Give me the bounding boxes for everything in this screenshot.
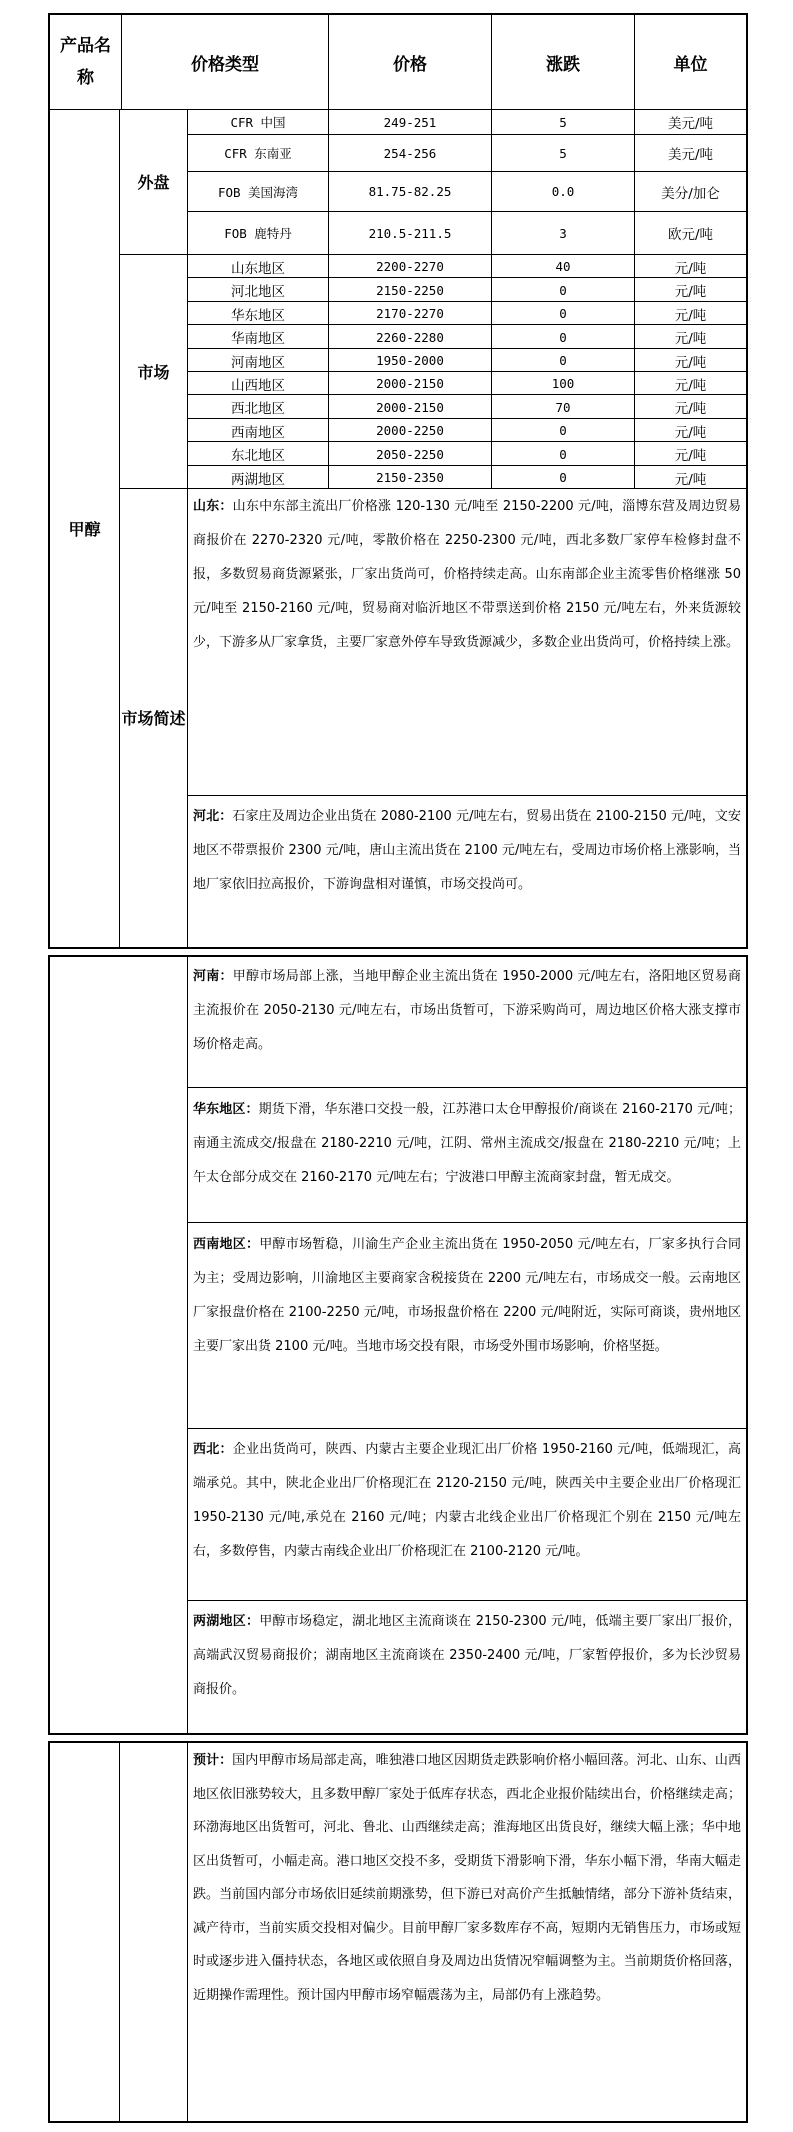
market-change-cell: 0 [559,446,567,462]
product-label: 甲醇 [68,519,101,539]
market-price-cell: 2200-2270 [376,259,444,274]
foreign-price-cell: 254-256 [383,145,437,161]
paragraph-lead: 华东地区： [193,1102,259,1117]
foreign-unit-cell: 美分/加仑 [661,185,720,202]
summary-label: 市场简述 [121,709,186,728]
market-type-cell: 河北地区 [231,284,285,300]
header-price-type: 价格类型 [191,54,259,75]
paragraph-east-china [189,1093,745,1195]
foreign-price-cell: 210.5-211.5 [368,225,452,241]
foreign-price-cell: 81.75-82.25 [368,184,452,199]
foreign-change-cell: 0.0 [551,184,575,199]
paragraph-hunan-hubei [189,1605,745,1707]
market-type-cell: 东北地区 [231,448,285,464]
market-price-cell: 1950-2000 [376,353,444,368]
paragraph-southwest [189,1228,745,1364]
market-unit-cell: 元/吨 [674,260,707,277]
paragraph-hebei [189,800,745,902]
market-type-cell: 西北地区 [231,401,285,417]
foreign-type-cell: CFR 东南亚 [224,146,292,161]
paragraph-text: 石家庄及周边企业出货在 2080-2100 元/吨左右，贸易出货在 2100-2150 元/吨，文安地区不带票报价 2300 元/吨，唐山主流出货在 2100 元/吨左右，受周边市场价格上涨影响，当地厂家依旧拉高报价，下游询盘相对谨慎，市场交投尚可。 [193,809,741,892]
market-change-cell: 0 [559,306,567,321]
paragraph-lead: 河南： [193,969,233,984]
market-price-cell: 2150-2350 [376,470,444,485]
market-type-cell: 华南地区 [231,331,285,347]
paragraph-henan [189,960,745,1062]
market-price-cell: 2000-2150 [376,399,444,415]
header-change: 涨跌 [546,54,580,75]
market-unit-cell: 元/吨 [674,354,707,371]
market-change-cell: 100 [551,376,575,391]
paragraph-text: 甲醇市场稳定，湖北地区主流商谈在 2150-2300 元/吨，低端主要厂家出厂报价，高端武汉贸易商报价；湖南地区主流商谈在 2350-2400 元/吨，厂家暂停报价，多为长沙贸易商报价。 [193,1614,741,1697]
header-unit: 单位 [673,54,708,75]
market-price-cell: 2050-2250 [376,446,444,462]
market-unit-cell: 元/吨 [674,448,707,464]
paragraph-text: 甲醇市场暂稳，川渝生产企业主流出货在 1950-2050 元/吨左右，厂家多执行合同为主；受周边影响，川渝地区主要商家含税接货在 2200 元/吨左右，市场成交一般。云南地区厂家报盘价格在 2100-2250 元/吨，市场报盘价格在 2200 元/吨附近，实际可商谈，贵州地区主要厂家出货 2100 元/吨。当地市场交投有限，市场受外围市场影响，价格坚挺。 [193,1237,741,1354]
foreign-unit-cell: 美元/吨 [667,116,714,132]
market-change-cell: 40 [555,259,571,274]
paragraph-lead: 预计： [193,1753,233,1768]
foreign-type-cell: FOB 美国海湾 [217,184,299,200]
paragraph-text: 甲醇市场局部上涨，当地甲醇企业主流出货在 1950-2000 元/吨左右，洛阳地区贸易商主流报价在 2050-2130 元/吨左右，市场出货暂可，下游采购尚可，周边地区价格大涨支撑市场价格走高。 [193,969,741,1052]
header-product-name: 产品名称 [60,36,111,88]
paragraph-lead: 两湖地区： [193,1614,260,1629]
paragraph-lead: 山东： [193,499,233,514]
market-type-cell: 华东地区 [231,307,285,324]
market-unit-cell: 元/吨 [674,331,707,347]
market-price-cell: 2260-2280 [376,329,444,345]
paragraph-shandong [189,490,745,660]
paragraph-lead: 西南地区： [193,1237,260,1252]
market-group-label: 市场 [137,362,170,382]
paragraph-lead: 河北： [193,809,233,824]
market-price-cell: 2170-2270 [376,306,444,321]
foreign-unit-cell: 欧元/吨 [667,227,714,243]
foreign-change-cell: 5 [559,114,567,130]
market-change-cell: 0 [559,329,567,345]
market-change-cell: 70 [555,399,571,415]
paragraph-northwest [189,1433,745,1569]
market-type-cell: 山西地区 [231,377,285,394]
foreign-price-cell: 249-251 [383,114,437,130]
market-type-cell: 西南地区 [231,424,285,441]
paragraph-lead: 西北： [193,1442,233,1457]
market-change-cell: 0 [559,470,567,485]
foreign-unit-cell: 美元/吨 [667,147,714,163]
market-type-cell: 山东地区 [231,260,285,277]
foreign-group-label: 外盘 [137,173,170,192]
paragraph-text: 期货下滑，华东港口交投一般，江苏港口太仓甲醇报价/商谈在 2160-2170 元/吨；南通主流成交/报盘在 2180-2210 元/吨，江阴、常州主流成交/报盘在 2180-2210 元/吨；上午太仓部分成交在 2160-2170 元/吨左右；宁波港口甲醇主流商家封盘，暂无成交。 [193,1102,741,1185]
market-unit-cell: 元/吨 [674,424,707,441]
market-unit-cell: 元/吨 [674,471,707,488]
foreign-type-cell: FOB 鹿特丹 [224,226,292,241]
market-type-cell: 两湖地区 [231,471,285,488]
paragraph-text: 山东中东部主流出厂价格涨 120-130 元/吨至 2150-2200 元/吨，淄博东营及周边贸易商报价在 2270-2320 元/吨，零散价格在 2250-2300 元/吨，西北多数厂家停车检修封盘不报，多数贸易商货源紧张，厂家出货尚可，价格持续走高。山东南部企业主流零售价格继涨 50 元/吨至 2150-2160 元/吨，贸易商对临沂地区不带票送到价格 2150 元/吨左右，外来货源较少，下游多从厂家拿货，主要厂家意外停车导致货源减少，多数企业出货尚可，价格持续上涨。 [193,499,741,650]
foreign-change-cell: 5 [559,145,567,161]
market-change-cell: 0 [559,353,567,368]
market-price-cell: 2000-2250 [376,423,444,438]
market-unit-cell: 元/吨 [674,284,707,300]
header-price: 价格 [393,54,427,75]
market-price-cell: 2000-2150 [376,376,444,391]
market-unit-cell: 元/吨 [674,307,707,324]
market-price-cell: 2150-2250 [376,282,444,298]
paragraph-text: 国内甲醇市场局部走高，唯独港口地区因期货走跌影响价格小幅回落。河北、山东、山西地区依旧涨势较大，且多数甲醇厂家处于低库存状态，西北企业报价陆续出台，价格继续走高；环渤海地区出货暂可，河北、鲁北、山西继续走高；淮海地区出货良好，继续大幅上涨；华中地区出货暂可，小幅走高。港口地区交投不多，受期货下滑影响下滑，华东小幅下滑，华南大幅走跌。当前国内部分市场依旧延续前期涨势，但下游已对高价产生抵触情绪，部分下游补货结束，减产待市，当前实质交投相对偏少。目前甲醇厂家多数库存不高，短期内无销售压力，市场或短时或逐步进入僵持状态，各地区或依照自身及周边出货情况窄幅调整为主。当前期货价格回落，近期操作需理性。预计国内甲醇市场窄幅震荡为主，局部仍有上涨趋势。 [193,1753,741,2003]
market-change-cell: 0 [559,423,567,438]
paragraph-text: 企业出货尚可，陕西、内蒙古主要企业现汇出厂价格 1950-2160 元/吨，低端现汇，高端承兑。其中，陕北企业出厂价格现汇在 2120-2150 元/吨，陕西关中主要企业出厂价格现汇 1950-2130 元/吨,承兑在 2160 元/吨；内蒙古北线企业出厂价格现汇个别在 2150 元/吨左右，多数停售，内蒙古南线企业出厂价格现汇在 2100-2120 元/吨。 [193,1442,741,1559]
foreign-type-cell: CFR 中国 [230,115,286,130]
foreign-change-cell: 3 [559,225,567,241]
market-unit-cell: 元/吨 [674,401,707,417]
market-unit-cell: 元/吨 [674,377,707,394]
market-type-cell: 河南地区 [231,354,285,371]
paragraph-forecast [189,1744,745,2012]
market-change-cell: 0 [559,282,567,298]
